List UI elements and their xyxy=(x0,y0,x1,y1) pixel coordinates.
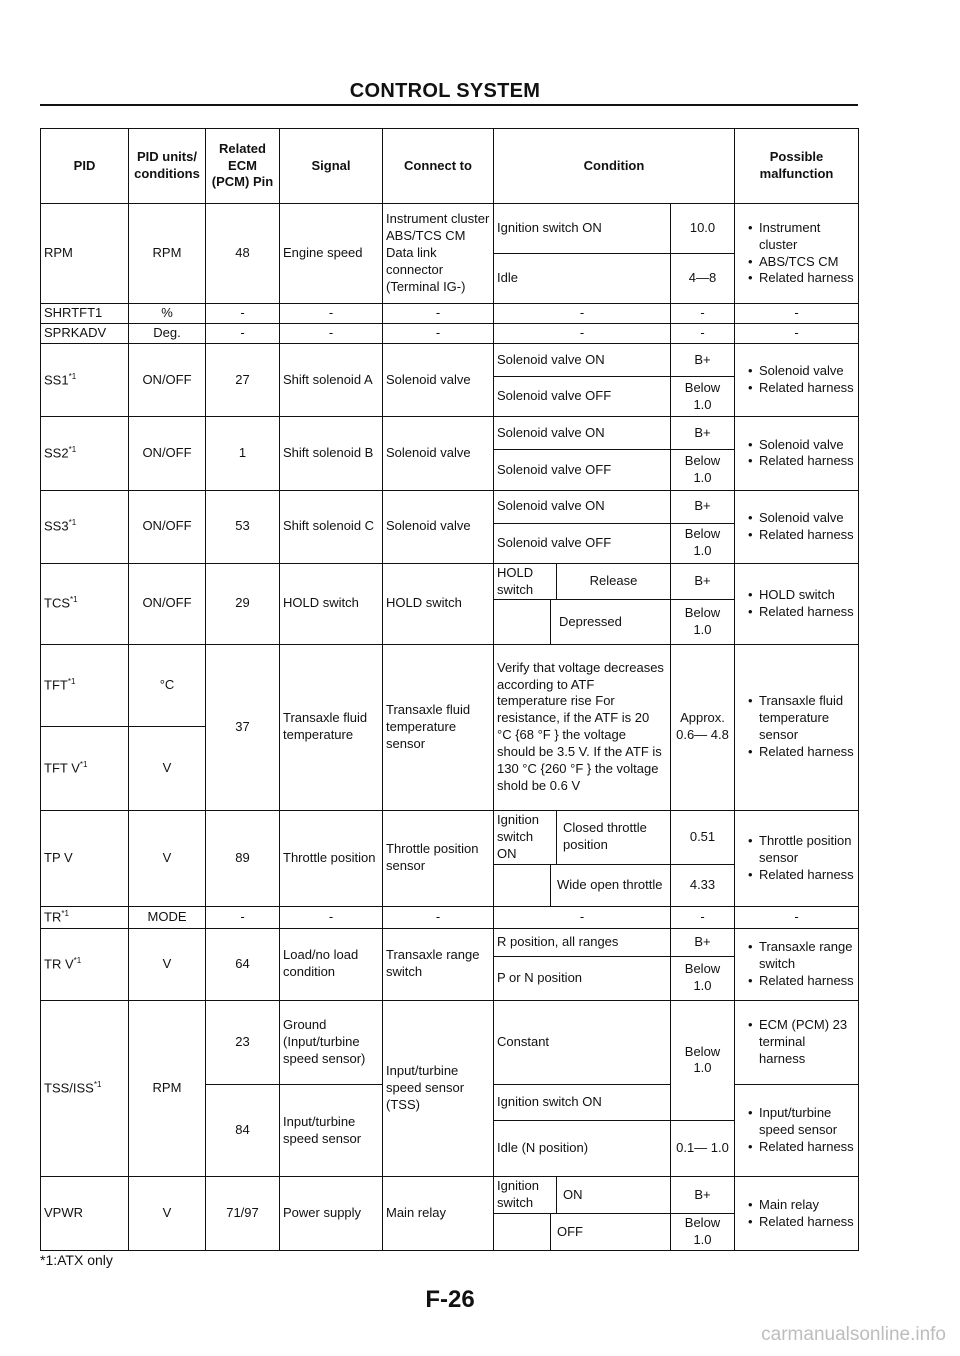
table-row xyxy=(41,1000,859,1084)
units-cell: °C xyxy=(129,644,206,726)
list-item: • Input/turbine speed sensor xyxy=(759,1105,855,1139)
table-row xyxy=(41,417,859,450)
pin-cell: 64 xyxy=(206,928,280,1000)
table-row xyxy=(41,490,859,523)
voltage-cell: 10.0 xyxy=(671,204,735,254)
voltage-cell: B+ xyxy=(671,417,735,450)
table-row xyxy=(41,928,859,956)
voltage-cell: Below 1.0 xyxy=(671,523,735,563)
table-row xyxy=(41,1177,859,1214)
list-item: • Related harness xyxy=(759,1139,855,1156)
pid-cell: SPRKADV xyxy=(41,324,129,344)
pid-cell: SS3$^{*1}$ xyxy=(41,490,129,563)
voltage-cell: Below 1.0 xyxy=(671,377,735,417)
pin-cell: 23 xyxy=(206,1000,280,1084)
voltage-cell: 4—8 xyxy=(671,254,735,304)
pin-cell: 27 xyxy=(206,344,280,417)
voltage-cell: 0.1— 1.0 xyxy=(671,1121,735,1177)
pid-cell: TR $V^{*1}$ xyxy=(41,928,129,1000)
table-row xyxy=(41,304,859,324)
list-item: • Solenoid valve xyxy=(759,510,855,527)
pin-cell: - xyxy=(206,906,280,928)
list-item: • Related harness xyxy=(759,744,855,761)
signal-cell: Throttle position xyxy=(280,810,383,906)
table-row xyxy=(41,810,859,864)
list-item: • Related harness xyxy=(759,270,855,287)
list-item: • Related harness xyxy=(759,1214,855,1231)
pin-cell: - xyxy=(206,324,280,344)
connect-cell: HOLD switch xyxy=(383,563,494,644)
pid-cell: SS1$^{*1}$ xyxy=(41,344,129,417)
units-cell: RPM xyxy=(129,1000,206,1176)
voltage-cell: Approx. 0.6— 4.8 xyxy=(671,644,735,810)
voltage-cell: 4.33 xyxy=(671,864,735,906)
condition-cell: - xyxy=(494,304,671,324)
condition-cell: Constant xyxy=(494,1000,671,1084)
connect-cell: Main relay xyxy=(383,1177,494,1251)
signal-cell: Engine speed xyxy=(280,204,383,304)
signal-cell: Shift solenoid C xyxy=(280,490,383,563)
units-cell: ON/OFF xyxy=(129,563,206,644)
condition-cell xyxy=(494,563,671,600)
condition-cell: Solenoid valve OFF xyxy=(494,450,671,490)
units-cell: ON/OFF xyxy=(129,417,206,490)
pid-cell: TFT $V^{*1}$ xyxy=(41,726,129,810)
table-row xyxy=(41,644,859,726)
condition-cell: - xyxy=(494,324,671,344)
pid-cell: RPM xyxy=(41,204,129,304)
list-item: • Instrument cluster xyxy=(759,220,855,254)
column-header: PID units/ conditions xyxy=(129,129,206,204)
list-item: • Solenoid valve xyxy=(759,363,855,380)
condition-cell: Ignition switch ON xyxy=(494,204,671,254)
pin-cell: 89 xyxy=(206,810,280,906)
malfunction-cell xyxy=(735,344,859,417)
condition-sub: OFF xyxy=(557,1223,583,1239)
connect-cell: Solenoid valve xyxy=(383,344,494,417)
watermark: carmanualsonline.info xyxy=(761,1324,946,1345)
column-header: Possible malfunction xyxy=(735,129,859,204)
connect-cell: Solenoid valve xyxy=(383,490,494,563)
condition-group-label: Ignition switch xyxy=(494,1177,557,1213)
units-cell: V xyxy=(129,928,206,1000)
list-item: • Solenoid valve xyxy=(759,437,855,454)
column-header: Signal xyxy=(280,129,383,204)
pid-cell: VPWR xyxy=(41,1177,129,1251)
signal-cell: Ground (Input/turbine speed sensor) xyxy=(280,1000,383,1084)
voltage-cell: Below 1.0 xyxy=(671,956,735,1000)
units-cell: ON/OFF xyxy=(129,344,206,417)
pin-cell: - xyxy=(206,304,280,324)
units-cell: % xyxy=(129,304,206,324)
malfunction-cell xyxy=(735,490,859,563)
list-item: • Related harness xyxy=(759,973,855,990)
column-header: Connect to xyxy=(383,129,494,204)
pid-cell: TP V xyxy=(41,810,129,906)
voltage-cell: B+ xyxy=(671,1177,735,1214)
footnote: *1:ATX only xyxy=(40,1252,113,1268)
table-row xyxy=(41,563,859,600)
condition-group-label: Ignition switch ON xyxy=(494,811,557,864)
list-item: • Related harness xyxy=(759,380,855,397)
malfunction-cell xyxy=(735,204,859,304)
connect-cell: Throttle position sensor xyxy=(383,810,494,906)
connect-cell: - xyxy=(383,304,494,324)
malfunction-cell xyxy=(735,1177,859,1251)
pin-cell: 84 xyxy=(206,1085,280,1177)
voltage-cell: 0.51 xyxy=(671,810,735,864)
pin-cell: 29 xyxy=(206,563,280,644)
pin-cell: 71/97 xyxy=(206,1177,280,1251)
signal-cell: Power supply xyxy=(280,1177,383,1251)
list-item: • Transaxle range switch xyxy=(759,939,855,973)
voltage-cell: - xyxy=(671,304,735,324)
pin-cell: 48 xyxy=(206,204,280,304)
pid-cell: TCS$^{*1}$ xyxy=(41,563,129,644)
connect-cell: - xyxy=(383,906,494,928)
units-cell: V xyxy=(129,1177,206,1251)
connect-cell: Instrument cluster ABS/TCS CM Data link connector (Terminal IG-) xyxy=(383,204,494,304)
malfunction-cell xyxy=(735,417,859,490)
table-header-row xyxy=(41,129,859,204)
signal-cell: Transaxle fluid temperature xyxy=(280,644,383,810)
signal-cell: Shift solenoid B xyxy=(280,417,383,490)
malfunction-cell xyxy=(735,1085,859,1177)
pin-cell: 1 xyxy=(206,417,280,490)
voltage-cell: B+ xyxy=(671,344,735,377)
table-row xyxy=(41,324,859,344)
malfunction-cell: - xyxy=(735,304,859,324)
condition-cell: Ignition switch ON xyxy=(494,1085,671,1121)
condition-group-label: HOLD switch xyxy=(494,564,557,600)
condition-sub: Closed throttle position xyxy=(563,820,647,853)
signal-cell: Input/turbine speed sensor xyxy=(280,1085,383,1177)
column-header: Related ECM (PCM) Pin xyxy=(206,129,280,204)
page-number: F-26 xyxy=(425,1286,475,1313)
malfunction-cell xyxy=(735,1000,859,1084)
header-rule xyxy=(40,104,858,106)
voltage-cell: Below 1.0 xyxy=(671,600,735,644)
condition-cell: R position, all ranges xyxy=(494,928,671,956)
condition-sub: ON xyxy=(563,1186,583,1202)
voltage-cell: B+ xyxy=(671,490,735,523)
voltage-cell: B+ xyxy=(671,563,735,600)
list-item: • HOLD switch xyxy=(759,587,855,604)
pid-table xyxy=(40,128,859,1251)
units-cell: Deg. xyxy=(129,324,206,344)
condition-cell: Solenoid valve ON xyxy=(494,490,671,523)
list-item: • Throttle position sensor xyxy=(759,833,855,867)
malfunction-cell xyxy=(735,810,859,906)
list-item: • Related harness xyxy=(759,867,855,884)
pid-cell: SS2$^{*1}$ xyxy=(41,417,129,490)
condition-cell: Solenoid valve ON xyxy=(494,344,671,377)
voltage-cell: B+ xyxy=(671,928,735,956)
condition-cell: Solenoid valve OFF xyxy=(494,377,671,417)
list-item: • Transaxle fluid temperature sensor xyxy=(759,693,855,744)
voltage-cell: Below 1.0 xyxy=(671,450,735,490)
condition-cell: Idle (N position) xyxy=(494,1121,671,1177)
condition-cell xyxy=(494,810,671,864)
malfunction-cell xyxy=(735,644,859,810)
voltage-cell: - xyxy=(671,906,735,928)
signal-cell: Load/no load condition xyxy=(280,928,383,1000)
connect-cell: Solenoid valve xyxy=(383,417,494,490)
voltage-cell: - xyxy=(671,324,735,344)
condition-cell: Solenoid valve OFF xyxy=(494,523,671,563)
list-item: • Related harness xyxy=(759,527,855,544)
malfunction-cell: - xyxy=(735,324,859,344)
malfunction-cell xyxy=(735,563,859,644)
signal-cell: Shift solenoid A xyxy=(280,344,383,417)
voltage-cell: Below 1.0 xyxy=(671,1214,735,1251)
table-row xyxy=(41,906,859,928)
condition-cell xyxy=(494,1214,671,1251)
malfunction-cell: - xyxy=(735,906,859,928)
condition-cell: P or N position xyxy=(494,956,671,1000)
pid-cell: SHRTFT1 xyxy=(41,304,129,324)
table-row xyxy=(41,344,859,377)
condition-sub: Release xyxy=(589,573,638,589)
condition-cell xyxy=(494,864,671,906)
pid-cell: TR$^{*1}$ xyxy=(41,906,129,928)
units-cell: RPM xyxy=(129,204,206,304)
signal-cell: - xyxy=(280,906,383,928)
condition-cell: Idle xyxy=(494,254,671,304)
connect-cell: Transaxle fluid temperature sensor xyxy=(383,644,494,810)
list-item: • Related harness xyxy=(759,453,855,470)
voltage-cell: Below 1.0 xyxy=(671,1000,735,1120)
pin-cell: 37 xyxy=(206,644,280,810)
malfunction-cell xyxy=(735,928,859,1000)
column-header: PID xyxy=(41,129,129,204)
list-item: • Related harness xyxy=(759,604,855,621)
units-cell: ON/OFF xyxy=(129,490,206,563)
page-title: CONTROL SYSTEM xyxy=(349,80,541,102)
table-row xyxy=(41,204,859,254)
units-cell: V xyxy=(129,810,206,906)
units-cell: V xyxy=(129,726,206,810)
list-item: • Main relay xyxy=(759,1197,855,1214)
condition-cell: Solenoid valve ON xyxy=(494,417,671,450)
signal-cell: HOLD switch xyxy=(280,563,383,644)
condition-cell xyxy=(494,1177,671,1214)
condition-sub: Wide open throttle xyxy=(557,876,663,892)
connect-cell: Transaxle range switch xyxy=(383,928,494,1000)
column-header: Condition xyxy=(494,129,735,204)
connect-cell: - xyxy=(383,324,494,344)
signal-cell: - xyxy=(280,304,383,324)
list-item: • ECM (PCM) 23 terminal harness xyxy=(759,1017,855,1068)
pin-cell: 53 xyxy=(206,490,280,563)
condition-cell: - xyxy=(494,906,671,928)
signal-cell: - xyxy=(280,324,383,344)
connect-cell: Input/turbine speed sensor (TSS) xyxy=(383,1000,494,1176)
condition-cell: Verify that voltage decreases according to ATF temperature rise For resistance, if the ATF is 20 °C {68 °F } the voltage should be 3.5 V. If the ATF is 130 °C {260 °F } the voltage shold be 0.6 V xyxy=(494,644,671,810)
list-item: • ABS/TCS CM xyxy=(759,254,855,271)
units-cell: MODE xyxy=(129,906,206,928)
condition-cell xyxy=(494,600,671,644)
condition-sub: Depressed xyxy=(559,613,622,629)
pid-cell: TFT$^{*1}$ xyxy=(41,644,129,726)
pid-cell: TSS/ISS$^{*1}$ xyxy=(41,1000,129,1176)
